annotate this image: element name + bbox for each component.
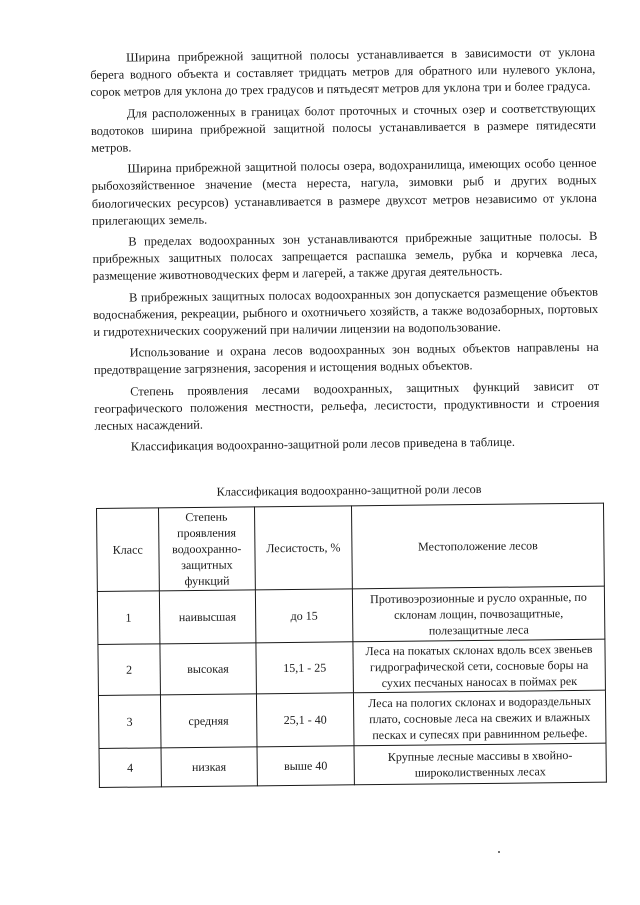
- classification-table: [96, 503, 607, 788]
- table-row: [98, 690, 606, 748]
- paragraph-permitted-objects: В прибрежных защитных полосах водоохранных зон допускается размещение объектов водоснабжения, рекреации, рыбного и охотничьего хозяйств, а также водозаборных, портовых и гидротехнических сооружений при наличии лицензии на водопользование.: [93, 284, 599, 340]
- cell-class: 1: [97, 591, 159, 645]
- body-text: [90, 44, 600, 461]
- cell-forest-cover: 25,1 - 40: [256, 693, 354, 747]
- paragraph-swamp-lakes: Для расположенных в границах болот проточных и сточных озер и соответствующих водотоков ширина прибрежной защитной полосы устанавливается в размере пятидесяти метров.: [90, 100, 597, 156]
- paragraph-fishery-value: Ширина прибрежной защитной полосы озера, водохранилища, имеющих особо ценное рыбохозяйственное значение (места нереста, нагула, зимовки рыб и других водных биологических ресурсов) устанавливается в размере двухсот метров независимо от уклона прилегающих земель.: [91, 156, 597, 228]
- paragraph-restrictions: В пределах водоохранных зон устанавливаются прибрежные защитные полосы. В прибрежных защитных полосах запрещается распашка земель, рубка и корчевка леса, размещение животноводческих ферм и лагерей, а также другая деятельность.: [92, 228, 598, 284]
- cell-degree: высокая: [160, 643, 257, 695]
- table-row: [98, 639, 606, 695]
- cell-location: Крупные лесные массивы в хвойно-широколиственных лесах: [354, 743, 606, 785]
- table-caption: Классификация водоохранно-защитной роли лесов: [216, 481, 482, 499]
- cell-forest-cover: выше 40: [257, 746, 354, 786]
- cell-degree: наивысшая: [159, 590, 256, 644]
- cell-class: 4: [99, 748, 161, 788]
- table-header-row: [97, 503, 605, 591]
- table-row: [97, 586, 605, 644]
- header-location: Местоположение лесов: [352, 503, 605, 589]
- cell-location: Леса на пологих склонах и водораздельных плато, сосновые леса на свежих и влажных песках и супесях при равнинном рельефе.: [353, 690, 606, 746]
- cell-forest-cover: до 15: [255, 589, 353, 643]
- cell-degree: средняя: [160, 694, 257, 748]
- paragraph-forest-use: Использование и охрана лесов водоохранных зон водных объектов направлены на предотвращение загрязнения, засорения и истощения водных объектов.: [93, 340, 599, 378]
- header-forest-cover: Лесистость, %: [254, 506, 352, 590]
- paragraph-buffer-width: Ширина прибрежной защитной полосы устанавливается в зависимости от уклона берега водного объекта и составляет тридцать метров для обратного или нулевого уклона, сорок метров для уклона до трех градусов и пятьдесят метров для уклона три и более градуса.: [90, 44, 596, 100]
- classification-table-wrapper: [96, 503, 607, 788]
- cell-class: 2: [98, 644, 160, 696]
- paragraph-function-degree: Степень проявления лесами водоохранных, защитных функций зависит от географического положения местности, рельефа, лесистости, продуктивности и строения лесных насаждений.: [94, 378, 600, 434]
- cell-degree: низкая: [161, 747, 258, 787]
- header-class: Класс: [97, 508, 160, 592]
- paragraph-table-reference: Классификация водоохранно-защитной роли лесов приведена в таблице.: [130, 435, 515, 454]
- cell-forest-cover: 15,1 - 25: [256, 642, 354, 694]
- scan-speck: [498, 851, 500, 853]
- cell-class: 3: [98, 695, 160, 749]
- header-degree: Степень проявления водоохранно-защитных функций: [158, 507, 255, 591]
- table-row: [99, 743, 606, 787]
- cell-location: Леса на покатых склонах вдоль всех звеньев гидрографической сети, сосновые боры на сухих песчаных наносах в поймах рек: [353, 639, 606, 693]
- cell-location: Противоэрозионные и русло охранные, по склонам лощин, почвозащитные, полезащитные леса: [352, 586, 605, 642]
